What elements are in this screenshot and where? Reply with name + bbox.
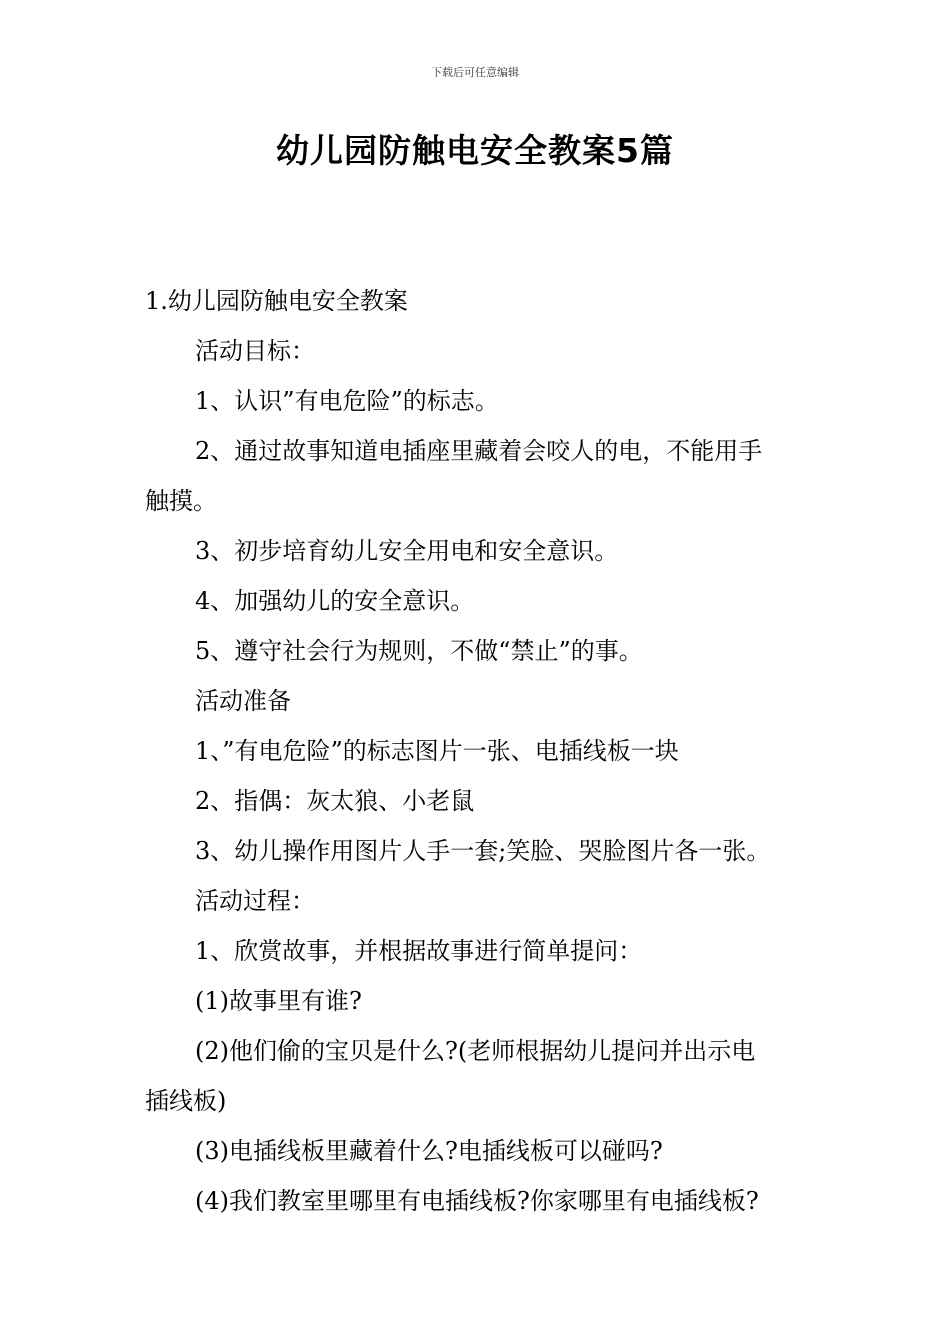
document-title: 幼儿园防触电安全教案5篇 [276, 131, 674, 170]
paragraph-line: (1)故事里有谁? [195, 987, 362, 1015]
paragraph-line: (2)他们偷的宝贝是什么?(老师根据幼儿提问并出示电 [195, 1037, 756, 1065]
document-body [145, 276, 810, 1226]
paragraph-line: (3)电插线板里藏着什么?电插线板可以碰吗? [195, 1137, 663, 1165]
paragraph-line: 5、遵守社会行为规则，不做“禁止”的事。 [195, 637, 643, 665]
paragraph-line: 3、初步培育幼儿安全用电和安全意识。 [195, 537, 619, 565]
paragraph-line-continuation: 触摸。 [145, 487, 217, 515]
page-header-note: 下载后可任意编辑 [431, 66, 519, 79]
paragraph-line: 2、通过故事知道电插座里藏着会咬人的电，不能用手 [195, 437, 763, 465]
subheading-activity-process: 活动过程： [195, 887, 315, 915]
paragraph-line: 1、”有电危险”的标志图片一张、电插线板一块 [195, 737, 679, 765]
subheading-activity-goals: 活动目标： [195, 337, 315, 365]
subheading-activity-preparation: 活动准备 [195, 687, 291, 715]
paragraph-line: 1、认识”有电危险”的标志。 [195, 387, 499, 415]
paragraph-line: 4、加强幼儿的安全意识。 [195, 587, 475, 615]
paragraph-line: (4)我们教室里哪里有电插线板?你家哪里有电插线板? [195, 1187, 759, 1215]
paragraph-line-continuation: 插线板) [145, 1087, 227, 1115]
paragraph-line: 3、幼儿操作用图片人手一套;笑脸、哭脸图片各一张。 [195, 837, 771, 865]
section-heading: 1.幼儿园防触电安全教案 [145, 287, 408, 315]
paragraph-line: 1、欣赏故事，并根据故事进行简单提问： [195, 937, 643, 965]
paragraph-line: 2、指偶：灰太狼、小老鼠 [195, 787, 475, 815]
